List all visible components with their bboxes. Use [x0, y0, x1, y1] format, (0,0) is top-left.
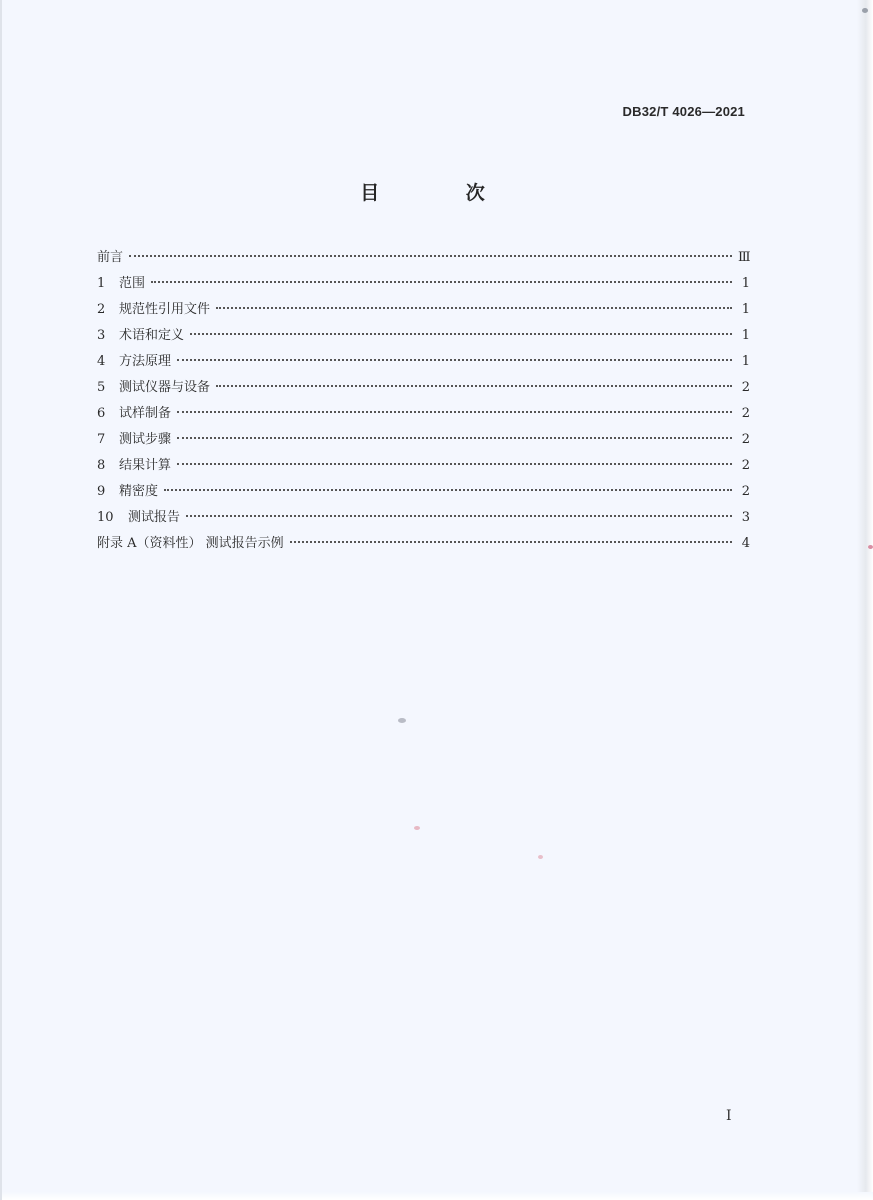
toc-entry-title: 测试步骤: [119, 432, 172, 447]
toc-entry-page: 4: [741, 536, 750, 551]
toc-entry-page: 2: [741, 380, 750, 395]
dot-leader: [186, 515, 732, 517]
toc-entry-title: 测试报告: [128, 510, 181, 525]
toc-entry-number: 9: [97, 484, 106, 499]
toc-entry-number: 8: [97, 458, 106, 473]
toc-entry-page: 2: [741, 406, 750, 421]
page-number: I: [726, 1108, 732, 1124]
dot-leader: [151, 281, 732, 283]
toc-entry-number: 6: [97, 406, 106, 421]
toc-entry-page: Ⅲ: [738, 250, 751, 265]
toc-entry-number: 2: [97, 302, 106, 317]
toc-entry-page: 1: [741, 328, 750, 343]
dot-leader: [216, 307, 732, 309]
dot-leader: [164, 489, 732, 491]
toc-entry-title: 附录 A（资料性） 测试报告示例: [97, 536, 284, 551]
toc-entry-title: 规范性引用文件: [119, 302, 211, 317]
toc-heading: 目 次: [360, 182, 525, 204]
scan-speck: [868, 545, 873, 549]
toc-entry-page: 1: [741, 354, 750, 369]
dot-leader: [129, 255, 732, 257]
toc-entry-title: 前言: [97, 250, 124, 265]
scan-edge-bottom: [2, 1192, 873, 1200]
toc-entry-title: 范围: [119, 276, 146, 291]
toc-entry-number: 10: [97, 510, 114, 525]
toc-entry-title: 方法原理: [119, 354, 172, 369]
toc-entry-page: 2: [741, 458, 750, 473]
toc-entry-title: 结果计算: [119, 458, 172, 473]
toc-entry-precision[interactable]: [97, 479, 750, 505]
toc-entry-number: 3: [97, 328, 106, 343]
scan-speck: [414, 826, 420, 830]
toc-entry-foreword[interactable]: [97, 245, 750, 271]
toc-entry-principle[interactable]: [97, 349, 750, 375]
toc-entry-number: 4: [97, 354, 106, 369]
toc-entry-number: 5: [97, 380, 106, 395]
toc-entry-title: 测试仪器与设备: [119, 380, 211, 395]
toc-entry-number: 1: [97, 276, 106, 291]
toc-entry-page: 1: [741, 302, 750, 317]
dot-leader: [177, 411, 732, 413]
toc-entry-normative-references[interactable]: [97, 297, 750, 323]
scan-edge: [857, 0, 873, 1200]
dot-leader: [177, 463, 732, 465]
scan-speck: [398, 718, 406, 723]
toc-entry-calculation[interactable]: [97, 453, 750, 479]
dot-leader: [177, 437, 732, 439]
toc-entry-sample-preparation[interactable]: [97, 401, 750, 427]
dot-leader: [216, 385, 732, 387]
scan-speck: [538, 855, 543, 859]
toc-entry-test-report[interactable]: [97, 505, 750, 531]
dot-leader: [290, 541, 732, 543]
toc-entry-page: 2: [741, 432, 750, 447]
toc-entry-annex-a[interactable]: [97, 531, 750, 557]
dot-leader: [177, 359, 732, 361]
toc-entry-test-procedure[interactable]: [97, 427, 750, 453]
toc-entry-page: 1: [741, 276, 750, 291]
toc-entry-number: 7: [97, 432, 106, 447]
toc-entry-apparatus[interactable]: [97, 375, 750, 401]
toc-entry-page: 3: [741, 510, 750, 525]
toc-entry-title: 精密度: [119, 484, 159, 499]
toc-entry-title: 术语和定义: [119, 328, 185, 343]
toc-entry-terms[interactable]: [97, 323, 750, 349]
toc-entry-page: 2: [741, 484, 750, 499]
toc-entry-title: 试样制备: [119, 406, 172, 421]
toc-entry-scope[interactable]: [97, 271, 750, 297]
table-of-contents: [97, 245, 750, 557]
scan-speck: [862, 8, 868, 13]
dot-leader: [190, 333, 732, 335]
document-code: DB32/T 4026—2021: [622, 104, 745, 119]
